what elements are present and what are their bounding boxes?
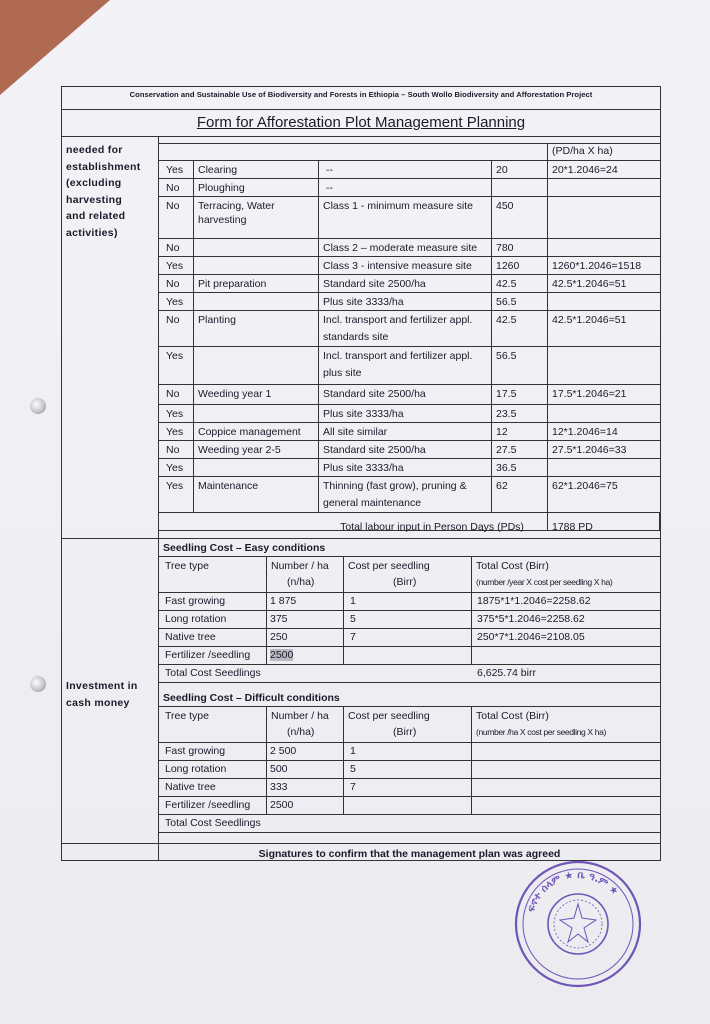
labour-standard: Plus site 3333/ha	[323, 462, 404, 474]
labour-standard: Class 1 - minimum measure site	[323, 200, 473, 212]
column-header: (n/ha)	[287, 726, 315, 738]
labour-calculation: 42.5*1.2046=51	[552, 278, 627, 290]
labour-calculation: 20*1.2046=24	[552, 164, 618, 176]
labour-person-days: 42.5	[496, 314, 517, 326]
seedling-table-title: Seedling Cost – Difficult conditions	[163, 692, 340, 704]
punch-hole-lower	[30, 676, 46, 692]
cost-per-seedling: 1	[350, 595, 356, 607]
labour-standard: Standard site 2500/ha	[323, 444, 426, 456]
tree-type: Native tree	[165, 631, 216, 643]
tree-type: Native tree	[165, 781, 216, 793]
labour-standard: Plus site 3333/ha	[323, 296, 404, 308]
labour-activity: Clearing	[198, 164, 238, 176]
column-header: (Birr)	[393, 726, 417, 738]
labour-activity: Terracing, Water	[198, 200, 275, 212]
labour-total-label: Total labour input in Person Days (PDs)	[340, 521, 524, 533]
labour-yes-no: No	[166, 200, 180, 212]
seedling-number: 375	[270, 613, 288, 625]
tree-type: Long rotation	[165, 763, 227, 775]
labour-calculation: 62*1.2046=75	[552, 480, 618, 492]
labour-standard: plus site	[323, 367, 362, 379]
column-header: Cost per seedling	[348, 710, 430, 722]
column-header: (n/ha)	[287, 576, 315, 588]
labour-side-label: needed for establishment (excluding harvesting and related activities)	[66, 144, 141, 239]
column-header: Tree type	[165, 710, 209, 722]
labour-calculation: 1260*1.2046=1518	[552, 260, 642, 272]
labour-person-days: 36.5	[496, 462, 517, 474]
labour-yes-no: No	[166, 314, 180, 326]
labour-person-days: 1260	[496, 260, 520, 272]
seedling-number: 2 500	[270, 745, 297, 757]
labour-calculation: 42.5*1.2046=51	[552, 314, 627, 326]
column-header: Total Cost (Birr)	[476, 560, 549, 572]
labour-standard: All site similar	[323, 426, 388, 438]
seedling-number: 333	[270, 781, 288, 793]
labour-yes-no: Yes	[166, 296, 184, 308]
labour-yes-no: Yes	[166, 164, 184, 176]
total-cost: 1875*1*1.2046=2258.62	[477, 595, 591, 607]
labour-standard: Thinning (fast grow), pruning &	[323, 480, 467, 492]
labour-standard: Incl. transport and fertilizer appl.	[323, 314, 473, 326]
cost-per-seedling: 7	[350, 631, 356, 643]
seedling-number: 2500	[270, 649, 294, 661]
labour-activity: Planting	[198, 314, 236, 326]
labour-activity: Ploughing	[198, 182, 245, 194]
tree-type: Fertilizer /seedling	[165, 799, 251, 811]
cost-per-seedling: 5	[350, 763, 356, 775]
labour-activity: Coppice management	[198, 426, 301, 438]
labour-activity: Pit preparation	[198, 278, 267, 290]
labour-standard: general maintenance	[323, 497, 422, 509]
labour-activity: Weeding year 2-5	[198, 444, 281, 456]
labour-standard: Plus site 3333/ha	[323, 408, 404, 420]
seedling-table-title: Seedling Cost – Easy conditions	[163, 542, 326, 554]
labour-person-days: 12	[496, 426, 508, 438]
labour-person-days: 17.5	[496, 388, 517, 400]
labour-calculation: 27.5*1.2046=33	[552, 444, 627, 456]
column-header: Number / ha	[271, 710, 329, 722]
labour-yes-no: Yes	[166, 480, 184, 492]
investment-side-label: Investment in cash money	[66, 680, 138, 709]
labour-yes-no: Yes	[166, 260, 184, 272]
labour-calculation: 17.5*1.2046=21	[552, 388, 627, 400]
tree-type: Fertilizer /seedling	[165, 649, 251, 661]
tree-type: Fast growing	[165, 595, 226, 607]
total-cost: 250*7*1.2046=2108.05	[477, 631, 585, 643]
labour-yes-no: No	[166, 242, 180, 254]
labour-standard: Class 3 - intensive measure site	[323, 260, 472, 272]
cost-per-seedling: 1	[350, 745, 356, 757]
official-stamp	[512, 858, 644, 990]
labour-person-days: 62	[496, 480, 508, 492]
labour-standard: --	[326, 182, 333, 194]
labour-standard: Standard site 2500/ha	[323, 278, 426, 290]
seedling-number: 1 875	[270, 595, 297, 607]
tree-type: Fast growing	[165, 745, 226, 757]
labour-calculation: 12*1.2046=14	[552, 426, 618, 438]
labour-person-days: 20	[496, 164, 508, 176]
form-title: Form for Afforestation Plot Management Planning	[196, 114, 526, 131]
labour-person-days: 42.5	[496, 278, 517, 290]
labour-standard: Class 2 – moderate measure site	[323, 242, 478, 254]
labour-yes-no: Yes	[166, 426, 184, 438]
labour-person-days: 23.5	[496, 408, 517, 420]
labour-yes-no: No	[166, 182, 180, 194]
total-cost-seedlings-value: 6,625.74 birr	[477, 667, 536, 679]
labour-yes-no: Yes	[166, 350, 184, 362]
labour-standard: --	[326, 164, 333, 176]
labour-total-value: 1788 PD	[552, 521, 593, 533]
column-header: Number / ha	[271, 560, 329, 572]
seedling-number: 500	[270, 763, 288, 775]
labour-person-days: 56.5	[496, 296, 517, 308]
column-header: Total Cost (Birr)	[476, 710, 549, 722]
column-header: (number /ha X cost per seedling X ha)	[476, 727, 606, 737]
labour-activity: harvesting	[198, 214, 247, 226]
labour-yes-no: No	[166, 444, 180, 456]
column-header: (Birr)	[393, 576, 417, 588]
svg-text:ፍኖተ ሰላም ★ ቤ ዓ.ም ★: ፍኖተ ሰላም ★ ቤ ዓ.ም ★	[525, 869, 621, 914]
labour-person-days: 27.5	[496, 444, 517, 456]
column-header: (number /year X cost per seedling X ha)	[476, 577, 613, 587]
cost-per-seedling: 7	[350, 781, 356, 793]
punch-hole-upper	[30, 398, 46, 414]
labour-person-days: 56.5	[496, 350, 517, 362]
labour-activity: Maintenance	[198, 480, 259, 492]
desk-corner	[0, 0, 110, 95]
labour-yes-no: Yes	[166, 462, 184, 474]
labour-yes-no: No	[166, 388, 180, 400]
signatures-label: Signatures to confirm that the management plan was agreed	[258, 848, 561, 860]
column-header: Cost per seedling	[348, 560, 430, 572]
labour-standard: Standard site 2500/ha	[323, 388, 426, 400]
total-cost-seedlings-label: Total Cost Seedlings	[165, 667, 261, 679]
total-cost: 375*5*1.2046=2258.62	[477, 613, 585, 625]
total-cost-seedlings-label: Total Cost Seedlings	[165, 817, 261, 829]
labour-yes-no: Yes	[166, 408, 184, 420]
labour-activity: Weeding year 1	[198, 388, 272, 400]
project-header: Conservation and Sustainable Use of Biodiversity and Forests in Ethiopia – South Wollo Biodiversity and Afforestation Project	[129, 90, 593, 99]
seedling-number: 250	[270, 631, 288, 643]
cost-per-seedling: 5	[350, 613, 356, 625]
seedling-number: 2500	[270, 799, 294, 811]
unit-header: (PD/ha X ha)	[552, 145, 613, 157]
labour-yes-no: No	[166, 278, 180, 290]
labour-standard: Incl. transport and fertilizer appl.	[323, 350, 473, 362]
column-header: Tree type	[165, 560, 209, 572]
labour-person-days: 780	[496, 242, 514, 254]
labour-person-days: 450	[496, 200, 514, 212]
labour-standard: standards site	[323, 331, 389, 343]
tree-type: Long rotation	[165, 613, 227, 625]
